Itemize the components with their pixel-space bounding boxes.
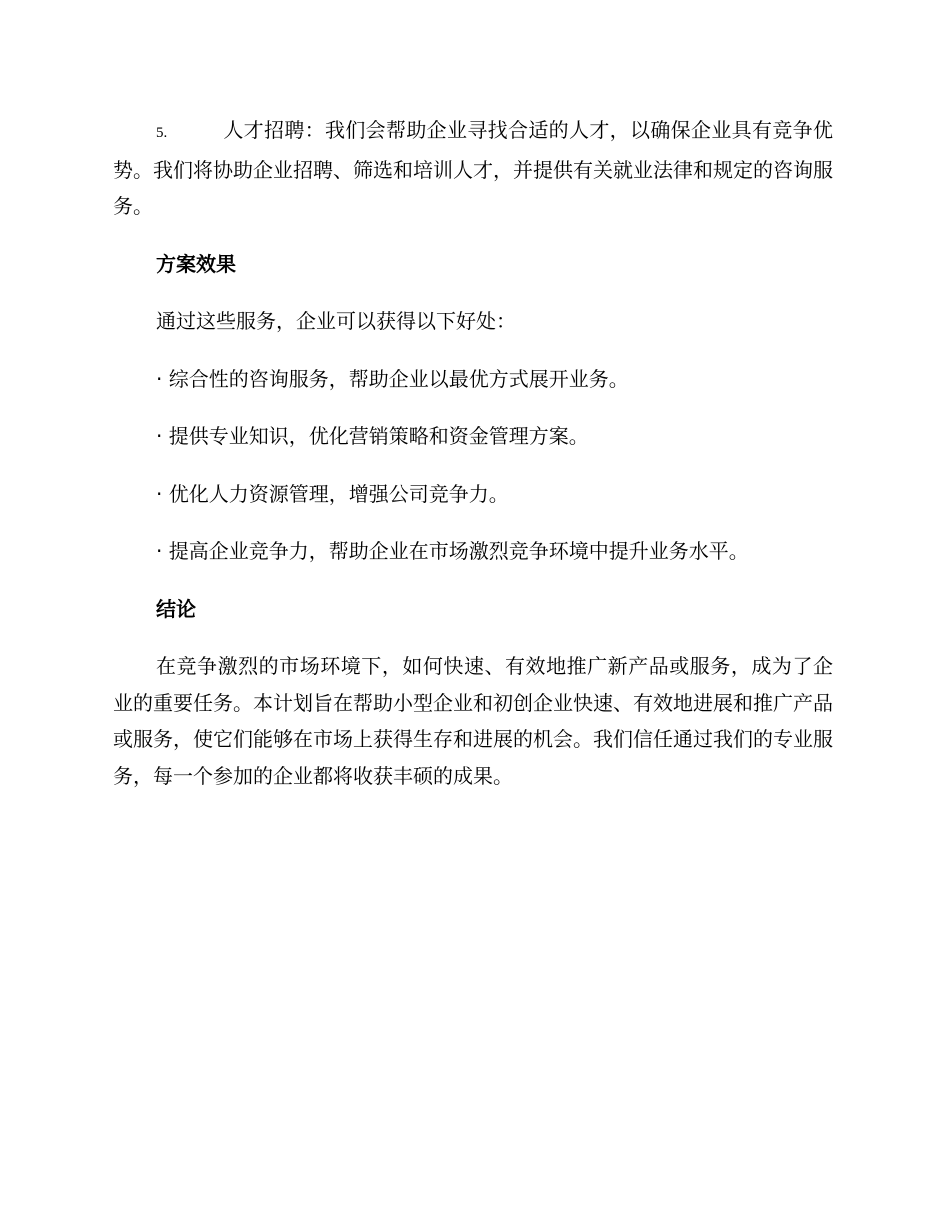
document-page	[113, 112, 833, 794]
numbered-item-5	[113, 112, 833, 225]
bullet-item: · 提供专业知识，优化营销策略和资金管理方案。	[156, 424, 589, 448]
item-text: 人才招聘：我们会帮助企业寻找合适的人才，以确保企业具有竞争优势。我们将协助企业招聘、筛选和培训人才，并提供有关就业法律和规定的咨询服务。	[113, 118, 833, 218]
bullet-item: · 提高企业竞争力，帮助企业在市场激烈竞争环境中提升业务水平。	[156, 539, 749, 563]
bullet-item: · 优化人力资源管理，增强公司竞争力。	[156, 481, 509, 506]
section-heading-conclusion: 结论	[156, 596, 196, 621]
item-number: 5.	[156, 125, 168, 141]
effect-intro: 通过这些服务，企业可以获得以下好处：	[156, 309, 516, 333]
conclusion-paragraph: 在竞争激烈的市场环境下，如何快速、有效地推广新产品或服务，成为了企业的重要任务。本计划旨在帮助小型企业和初创企业快速、有效地进展和推广产品或服务，使它们能够在市场上获得生存和进展的机会。我们信任通过我们的专业服务，每一个参加的企业都将收获丰硕的成果。	[113, 654, 833, 788]
section-heading-effect: 方案效果	[156, 251, 236, 276]
bullet-item: · 综合性的咨询服务，帮助企业以最优方式展开业务。	[156, 366, 629, 391]
